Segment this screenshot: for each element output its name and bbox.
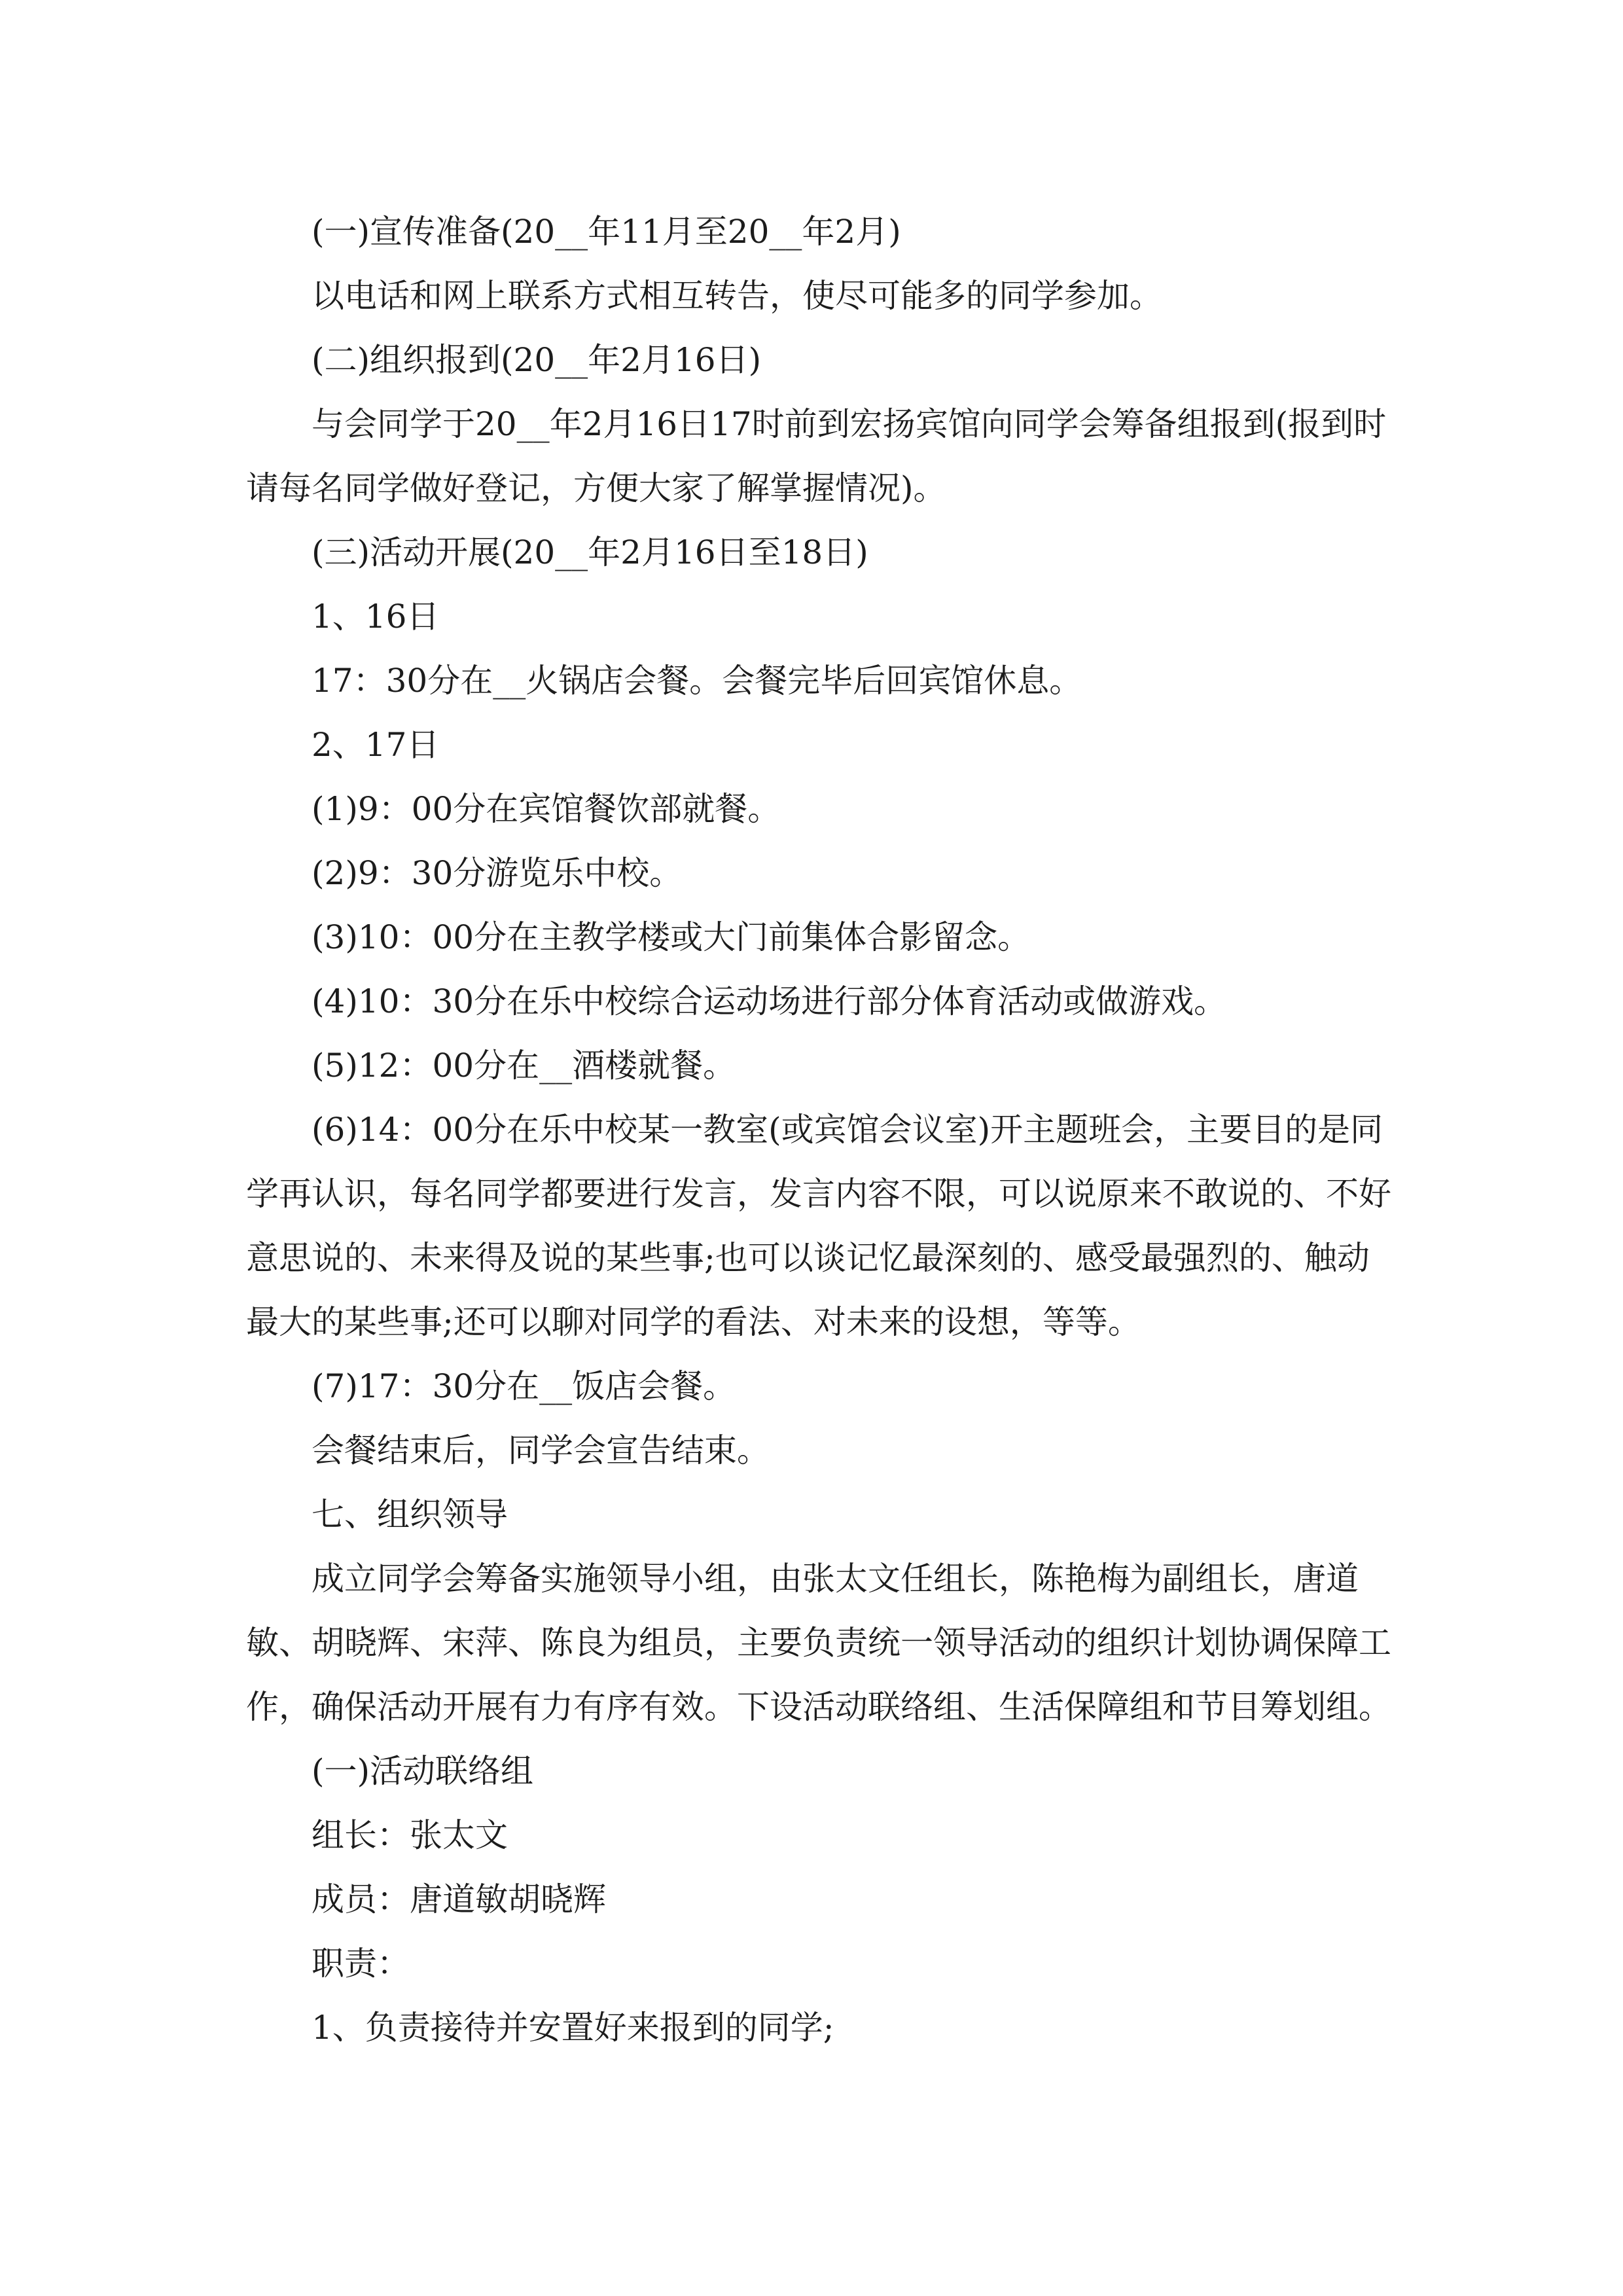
document-body [246,200,1398,2060]
paragraph-publicity-heading: (一)宣传准备(20__年11月至20__年2月) [312,213,901,251]
paragraph-item-4: (4)10：30分在乐中校综合运动场进行部分体育活动或做游戏。 [312,982,1227,1020]
paragraph-item-1: (1)9：00分在宾馆餐饮部就餐。 [312,790,781,828]
paragraph-liaison-leader: 组长：张太文 [312,1816,508,1854]
paragraph-item-7: (7)17：30分在__饭店会餐。 [312,1367,736,1405]
paragraph-registration-text: 与会同学于20__年2月16日17时前到宏扬宾馆向同学会筹备组报到(报到时请每名同学做好登记，方便大家了解掌握情况)。 [246,405,1387,507]
paragraph-section-7-heading: 七、组织领导 [312,1496,508,1534]
paragraph-day-16: 1、16日 [312,598,440,636]
paragraph-publicity-text: 以电话和网上联系方式相互转告，使尽可能多的同学参加。 [312,277,1162,315]
paragraph-registration-heading: (二)组织报到(20__年2月16日) [312,341,762,379]
paragraph-leadership-text: 成立同学会筹备实施领导小组，由张太文任组长，陈艳梅为副组长，唐道敏、胡晓辉、宋萍、陈良为组员，主要负责统一领导活动的组织计划协调保障工作，确保活动开展有力有序有效。下设活动联络组、生活保障组和节目筹划组。 [246,1560,1391,1726]
paragraph-liaison-members: 成员：唐道敏胡晓辉 [312,1880,606,1918]
paragraph-item-6: (6)14：00分在乐中校某一教室(或宾馆会议室)开主题班会，主要目的是同学再认识，每名同学都要进行发言，发言内容不限，可以说原来不敢说的、不好意思说的、未来得及说的某些事;也可以谈记忆最深刻的、感受最强烈的、触动最大的某些事;还可以聊对同学的看法、对未来的设想，等等。 [246,1111,1391,1341]
paragraph-liaison-heading: (一)活动联络组 [312,1752,534,1790]
paragraph-activities-heading: (三)活动开展(20__年2月16日至18日) [312,533,868,571]
paragraph-item-5: (5)12：00分在__酒楼就餐。 [312,1047,736,1085]
paragraph-duties-label: 职责： [312,1945,410,1982]
paragraph-day-16-dinner: 17：30分在__火锅店会餐。会餐完毕后回宾馆休息。 [312,662,1082,700]
paragraph-item-2: (2)9：30分游览乐中校。 [312,854,683,892]
paragraph-duty-1: 1、负责接待并安置好来报到的同学; [312,2009,834,2047]
paragraph-day-17: 2、17日 [312,726,440,764]
paragraph-item-3: (3)10：00分在主教学楼或大门前集体合影留念。 [312,918,1031,956]
paragraph-closing: 会餐结束后，同学会宣告结束。 [312,1431,770,1469]
